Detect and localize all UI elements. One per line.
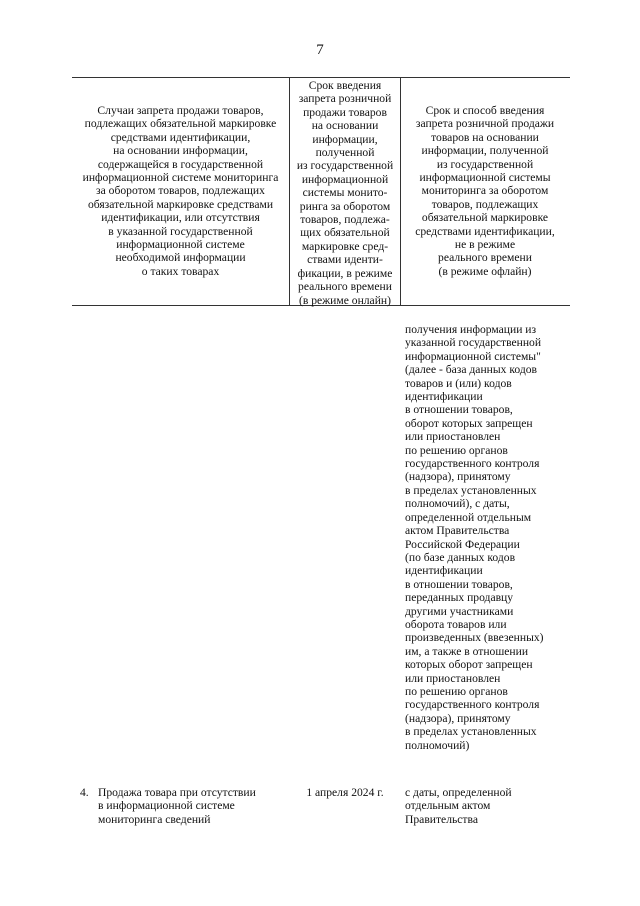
row-case-text: Продажа товара при отсутствии в информационной системе мониторинга сведений: [98, 786, 256, 826]
header-online-deadline: Срок введения запрета розничной продажи товаров на основании информации, полученной из государственной информационной системы монито- ринга за оборотом товаров, подлежа- щих обязательной маркировке сред- ствами иденти- фикации, в режиме реального времени (в режиме онлайн): [296, 79, 394, 307]
column-divider-2: [400, 77, 401, 305]
table-top-rule: [72, 77, 570, 78]
row-online-date: 1 апреля 2024 г.: [306, 786, 384, 799]
row-offline-text: с даты, определенной отдельным актом Правительства: [405, 786, 512, 826]
page-number: 7: [316, 42, 324, 58]
row-number: 4.: [80, 786, 89, 799]
header-offline-deadline: Срок и способ введения запрета розничной продажи товаров на основании информации, полученной из государственной информационной системы мониторинга за оборотом товаров, подлежащих обязательной маркировке средствами идентификации, не в режиме реального времени (в режиме офлайн): [415, 104, 555, 278]
header-cases: Случаи запрета продажи товаров, подлежащих обязательной маркировке средствами идентификации, на основании информации, содержащейся в государственной информационной системе мониторинга за оборотом товаров, подлежащих обязательной маркировке средствами идентификации, или отсутствия в указанной государственной информационной системе необходимой информации о таких товарах: [82, 104, 279, 278]
offline-continuation-text: получения информации из указанной государственной информационной системы" (далее - база данных кодов товаров и (или) кодов идентификации в отношении товаров, оборот которых запрещен или приостановлен по решению органов государственного контроля (надзора), принятому в пределах установленных полномочий), с даты, определенной отдельным актом Правительства Российской Федерации (по базе данных кодов идентификации в отношении товаров, переданных продавцу другими участниками оборота товаров или произведенных (ввезенных) им, а также в отношении которых оборот запрещен или приостановлен по решению органов государственного контроля (надзора), принятому в пределах установленных полномочий): [405, 323, 544, 752]
